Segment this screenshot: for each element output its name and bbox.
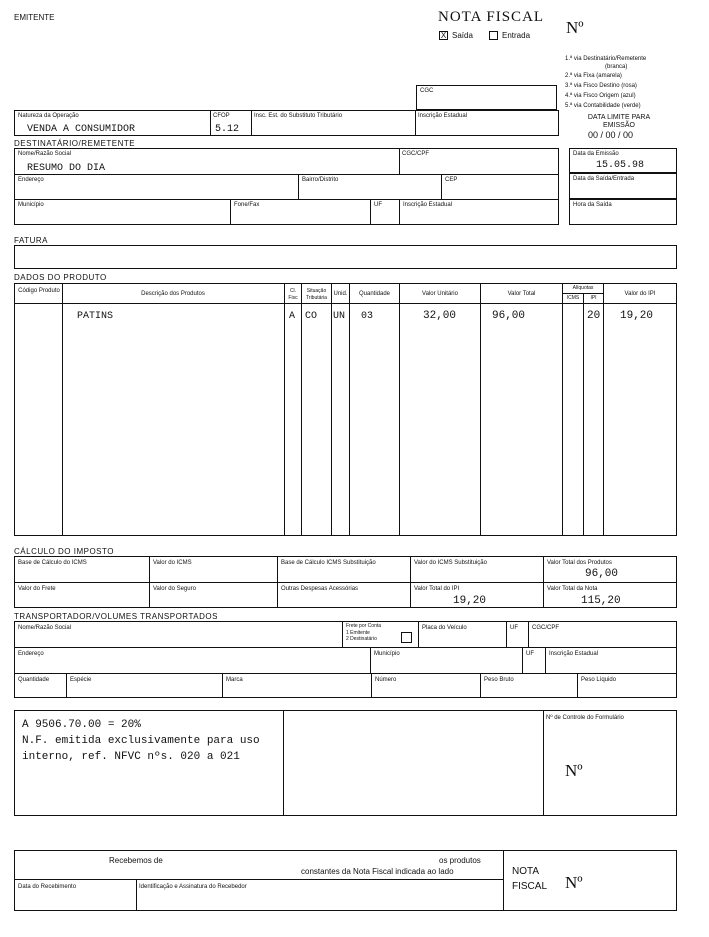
produtos-section-title: DADOS DO PRODUTO	[14, 273, 107, 282]
obs-line-3: interno, ref. NFVC nºs. 020 a 021	[22, 751, 240, 763]
endereco-label: Endereço	[18, 177, 44, 183]
fatura-field[interactable]	[14, 245, 677, 269]
frete-conta-checkbox[interactable]	[401, 632, 412, 643]
controle-label: Nº de Controle do Formulário	[546, 715, 624, 721]
transp-uf2-label: UF	[526, 651, 534, 657]
col-valor-total-header: Valor Total	[507, 291, 536, 297]
valor-nota-label: Valor Total da Nota	[547, 586, 598, 592]
via-1-color: (branca)	[605, 64, 628, 70]
row-descricao: PATINS	[77, 311, 114, 322]
base-sub-label: Base de Cálculo ICMS Substituição	[281, 560, 376, 566]
transp-endereco-label: Endereço	[18, 651, 44, 657]
transportador-block	[14, 621, 677, 698]
constantes-label: constantes da Nota Fiscal indicada ao lado	[301, 867, 454, 876]
cep-label: CEP	[445, 177, 458, 183]
via-1: 1.ª via Destinatário/Remetente	[565, 56, 647, 62]
base-icms-label: Base de Cálculo do ICMS	[18, 560, 87, 566]
canhoto-number-label: Nº	[565, 873, 583, 892]
transp-uf-label: UF	[510, 625, 518, 631]
especie-label: Espécie	[70, 677, 92, 683]
cgc-cpf-label: CGC/CPF	[402, 151, 429, 157]
emitente-label: EMITENTE	[14, 13, 55, 22]
cfop-value[interactable]: 5.12	[215, 124, 240, 135]
valor-nota-value: 115,20	[581, 595, 621, 607]
transp-nome-label: Nome/Razão Social	[18, 625, 72, 631]
saida-mark: X	[440, 31, 447, 40]
destinatario-block	[14, 148, 559, 225]
natureza-label: Natureza da Operação	[18, 113, 79, 119]
via-2: 2.ª via Fixa (amarela)	[565, 73, 622, 79]
outras-label: Outras Despesas Acessórias	[281, 586, 359, 592]
frete-destinatario-option: 2 Destinatário	[346, 636, 377, 642]
via-4: 4.ª via Fisco Origem (azul)	[565, 93, 636, 99]
transp-municipio-label: Município	[374, 651, 400, 657]
row-unid: UN	[333, 311, 346, 322]
hora-saida-field[interactable]	[569, 199, 677, 225]
fone-label: Fone/Fax	[234, 202, 260, 208]
transp-cgc-label: CGC/CPF	[532, 625, 559, 631]
data-limite-label: DATA LIMITE PARA EMISSÃO	[587, 114, 651, 129]
frete-emitente-option: 1 Emitente	[346, 630, 370, 636]
saida-checkbox[interactable]	[439, 31, 448, 40]
row-ipi: 20	[587, 310, 601, 322]
peso-bruto-label: Peso Bruto	[484, 677, 514, 683]
transportador-section-title: TRANSPORTADOR/VOLUMES TRANSPORTADOS	[14, 612, 218, 621]
valor-produtos-label: Valor Total dos Produtos	[547, 560, 612, 566]
data-emissao-label: Data da Emissão	[573, 151, 619, 157]
destinatario-section-title: DESTINATÁRIO/REMETENTE	[14, 139, 136, 148]
frete-label: Valor do Frete	[18, 586, 56, 592]
hora-saida-label: Hora da Saída	[573, 202, 612, 208]
col-aliquotas-header: Alíquotas	[572, 285, 594, 291]
nome-label: Nome/Razão Social	[18, 151, 72, 157]
cgc-label: CGC	[420, 88, 434, 94]
col-situacao-header: Situação Tributária	[306, 288, 327, 301]
data-recebimento-label: Data do Recebimento	[18, 884, 77, 890]
col-descricao-header: Descrição dos Produtos	[141, 291, 205, 297]
uf-label: UF	[374, 202, 382, 208]
col-cl-header: Cl. Fisc	[288, 288, 298, 301]
peso-liquido-label: Peso Líquido	[581, 677, 617, 683]
recebemos-label: Recebemos de	[109, 856, 163, 865]
valor-produtos-value: 96,00	[585, 568, 619, 580]
valor-ipi-total-value: 19,20	[453, 595, 487, 607]
data-emissao-value: 15.05.98	[596, 160, 645, 171]
nome-value[interactable]: RESUMO DO DIA	[27, 163, 106, 174]
produtos-table	[14, 283, 677, 536]
insc-estadual-label: Inscrição Estadual	[418, 113, 468, 119]
marca-label: Marca	[226, 677, 243, 683]
municipio-label: Município	[18, 202, 44, 208]
controle-number-label: Nº	[565, 761, 583, 780]
canhoto-nota-label: NOTA	[512, 866, 540, 877]
quantidade-label: Quantidade	[18, 677, 50, 683]
transp-insc-label: Inscrição Estadual	[549, 651, 599, 657]
entrada-label: Entrada	[502, 31, 531, 40]
row-valor-unitario: 32,00	[423, 310, 457, 322]
valor-sub-label: Valor do ICMS Substituição	[414, 560, 487, 566]
observacoes-block	[14, 710, 677, 816]
data-saida-field[interactable]	[569, 173, 677, 199]
col-codigo-header: Código Produto	[18, 288, 60, 294]
row-quantidade: 03	[361, 311, 374, 322]
imposto-block	[14, 556, 677, 608]
cgc-emitente-field[interactable]	[416, 85, 557, 110]
nota-number-label: Nº	[566, 18, 584, 37]
obs-line-2: N.F. emitida exclusivamente para uso	[22, 735, 260, 747]
row-valor-total: 96,00	[492, 310, 526, 322]
via-3: 3.ª via Fisco Destino (rosa)	[565, 83, 637, 89]
saida-label: Saída	[452, 31, 473, 40]
row-valor-ipi: 19,20	[620, 310, 654, 322]
via-5: 5.ª via Contabilidade (verde)	[565, 103, 641, 109]
seguro-label: Valor do Seguro	[153, 586, 196, 592]
bairro-label: Bairro/Distrito	[302, 177, 339, 183]
fatura-section-title: FATURA	[14, 236, 48, 245]
obs-line-1: A 9506.70.00 = 20%	[22, 719, 141, 731]
row-situacao: CO	[305, 311, 318, 322]
insc-subst-label: Insc. Est. do Substituto Tributário	[254, 113, 343, 119]
cfop-label: CFOP	[213, 113, 230, 119]
col-unid-header: Unid.	[333, 291, 348, 297]
canhoto-block	[14, 850, 677, 911]
col-quantidade-header: Quantidade	[358, 291, 391, 297]
document-title: NOTA FISCAL	[438, 9, 545, 25]
imposto-section-title: CÁLCULO DO IMPOSTO	[14, 547, 114, 556]
col-valor-unitario-header: Valor Unitário	[422, 291, 458, 297]
col-icms-header: ICMS	[566, 295, 580, 301]
valor-icms-label: Valor do ICMS	[153, 560, 192, 566]
valor-ipi-total-label: Valor Total do IPI	[414, 586, 460, 592]
operation-row	[14, 110, 559, 136]
row-cl: A	[289, 311, 296, 322]
data-limite-value: 00 / 00 / 00	[588, 130, 634, 140]
entrada-checkbox[interactable]	[489, 31, 498, 40]
natureza-value[interactable]: VENDA A CONSUMIDOR	[27, 124, 136, 135]
canhoto-fiscal-label: FISCAL	[512, 881, 548, 892]
col-valor-ipi-header: Valor do IPI	[624, 291, 656, 297]
numero-label: Número	[375, 677, 397, 683]
data-saida-label: Data da Saída/Entrada	[573, 176, 635, 182]
identificacao-label: Identificação e Assinatura do Recebedor	[139, 884, 247, 890]
frete-conta-label: Frete por Conta	[346, 623, 382, 629]
col-ipi-header: IPI	[590, 295, 597, 301]
data-emissao-field[interactable]	[569, 148, 677, 173]
os-produtos-label: os produtos	[439, 856, 481, 865]
placa-label: Placa do Veículo	[422, 625, 467, 631]
insc-dest-label: Inscrição Estadual	[403, 202, 453, 208]
